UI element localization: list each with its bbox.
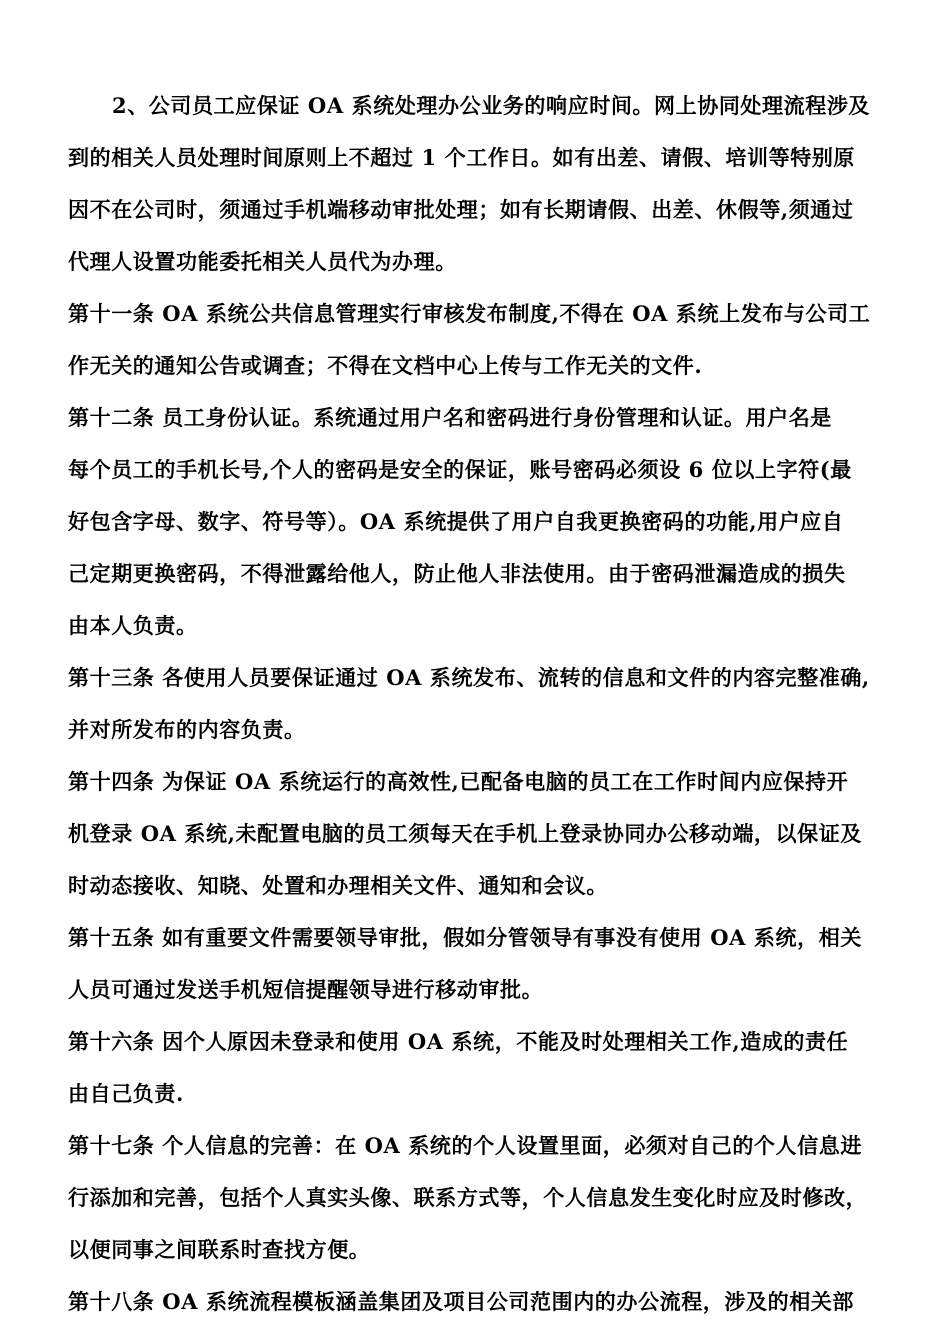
article-17-line-3: 以便同事之间联系时查找方便。	[68, 1237, 371, 1262]
article-12-line-3: 好包含字母、数字、符号等）。OA 系统提供了用户自我更换密码的功能,用户应自	[68, 509, 844, 534]
article-18-line-1: 第十八条 OA 系统流程模板涵盖集团及项目公司范围内的办公流程，涉及的相关部	[68, 1289, 855, 1314]
article-11-line-1: 第十一条 OA 系统公共信息管理实行审核发布制度,不得在 OA 系统上发布与公司工	[68, 301, 871, 326]
article-13-line-1: 第十三条 各使用人员要保证通过 OA 系统发布、流转的信息和文件的内容完整准确,	[68, 665, 870, 690]
article-12-line-4: 己定期更换密码，不得泄露给他人，防止他人非法使用。由于密码泄漏造成的损失	[68, 561, 846, 586]
article-12-line-2: 每个员工的手机长号,个人的密码是安全的保证，账号密码必须设 6 位以上字符(最	[68, 457, 852, 482]
article-14-line-1: 第十四条 为保证 OA 系统运行的高效性,已配备电脑的员工在工作时间内应保持开	[68, 769, 849, 794]
article-11-line-2: 作无关的通知公告或调查；不得在文档中心上传与工作无关的文件.	[68, 353, 703, 378]
article-16-line-2: 由自己负责.	[68, 1081, 184, 1106]
article-15-line-2: 人员可通过发送手机短信提醒领导进行移动审批。	[68, 977, 544, 1002]
paragraph-2-line-2: 到的相关人员处理时间原则上不超过 1 个工作日。如有出差、请假、培训等特别原	[68, 145, 856, 170]
article-14-line-2: 机登录 OA 系统,未配置电脑的员工须每天在手机上登录协同办公移动端，以保证及	[68, 821, 862, 846]
article-13-line-2: 并对所发布的内容负责。	[68, 717, 306, 742]
article-17-line-2: 行添加和完善，包括个人真实头像、联系方式等，个人信息发生变化时应及时修改，	[68, 1185, 868, 1210]
paragraph-2-line-3: 因不在公司时，须通过手机端移动审批处理；如有长期请假、出差、休假等,须通过	[68, 197, 854, 222]
article-17-line-1: 第十七条 个人信息的完善：在 OA 系统的个人设置里面，必须对自己的个人信息进	[68, 1133, 862, 1158]
article-15-line-1: 第十五条 如有重要文件需要领导审批，假如分管领导有事没有使用 OA 系统，相关	[68, 925, 862, 950]
article-12-line-1: 第十二条 员工身份认证。系统通过用户名和密码进行身份管理和认证。用户名是	[68, 405, 832, 430]
document-page	[68, 80, 888, 1328]
article-16-line-1: 第十六条 因个人原因未登录和使用 OA 系统，不能及时处理相关工作,造成的责任	[68, 1029, 849, 1054]
paragraph-2-line-1: 2、公司员工应保证 OA 系统处理办公业务的响应时间。网上协同处理流程涉及	[112, 93, 871, 118]
article-14-line-3: 时动态接收、知晓、处置和办理相关文件、通知和会议。	[68, 873, 608, 898]
paragraph-2-line-4: 代理人设置功能委托相关人员代为办理。	[68, 249, 457, 274]
article-12-line-5: 由本人负责。	[68, 613, 198, 638]
